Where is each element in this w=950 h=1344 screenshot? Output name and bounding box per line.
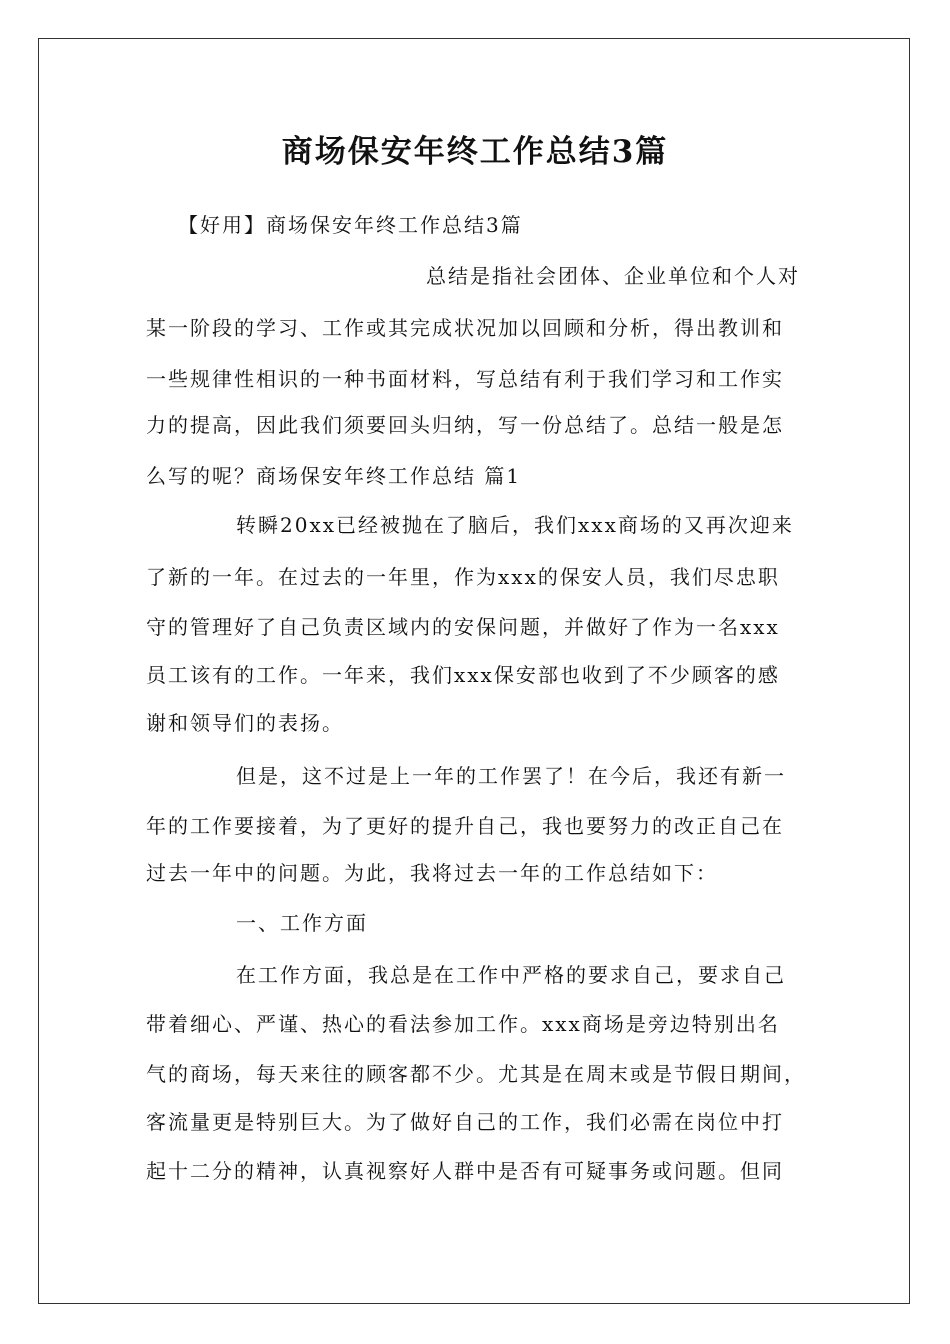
text-line: 起十二分的精神，认真视察好人群中是否有可疑事务或问题。但同 [146,1159,784,1183]
text-line: 客流量更是特别巨大。为了做好自己的工作，我们必需在岗位中打 [146,1110,784,1134]
document-title: 商场保安年终工作总结3篇 [281,134,669,170]
text-line: 某一阶段的学习、工作或其完成状况加以回顾和分析，得出教训和 [146,316,784,340]
text-line: 谢和领导们的表扬。 [146,711,344,735]
text-line: 总结是指社会团体、企业单位和个人对 [426,264,800,288]
text-line: 但是，这不过是上一年的工作罢了！在今后，我还有新一 [236,764,786,788]
text-line: 过去一年中的问题。为此，我将过去一年的工作总结如下： [146,861,718,885]
text-line: 在工作方面，我总是在工作中严格的要求自己，要求自己 [236,963,786,987]
text-line: 员工该有的工作。一年来，我们xxx保安部也收到了不少顾客的感 [146,663,780,687]
text-line: 气的商场，每天来往的顾客都不少。尤其是在周末或是节假日期间， [146,1062,806,1086]
text-line: 了新的一年。在过去的一年里，作为xxx的保安人员，我们尽忠职 [146,565,780,589]
text-line: 么写的呢？商场保安年终工作总结 篇1 [146,464,522,488]
text-line: 【好用】商场保安年终工作总结3篇 [178,213,523,237]
text-line: 一些规律性相识的一种书面材料，写总结有利于我们学习和工作实 [146,367,784,391]
section-heading: 一、工作方面 [236,911,368,935]
text-line: 带着细心、严谨、热心的看法参加工作。xxx商场是旁边特别出名 [146,1012,780,1036]
text-line: 守的管理好了自己负责区域内的安保问题，并做好了作为一名xxx [146,615,780,639]
text-line: 年的工作要接着，为了更好的提升自己，我也要努力的改正自己在 [146,814,784,838]
text-line: 力的提高，因此我们须要回头归纳，写一份总结了。总结一般是怎 [146,413,784,437]
text-line: 转瞬20xx已经被抛在了脑后，我们xxx商场的又再次迎来 [236,513,794,537]
